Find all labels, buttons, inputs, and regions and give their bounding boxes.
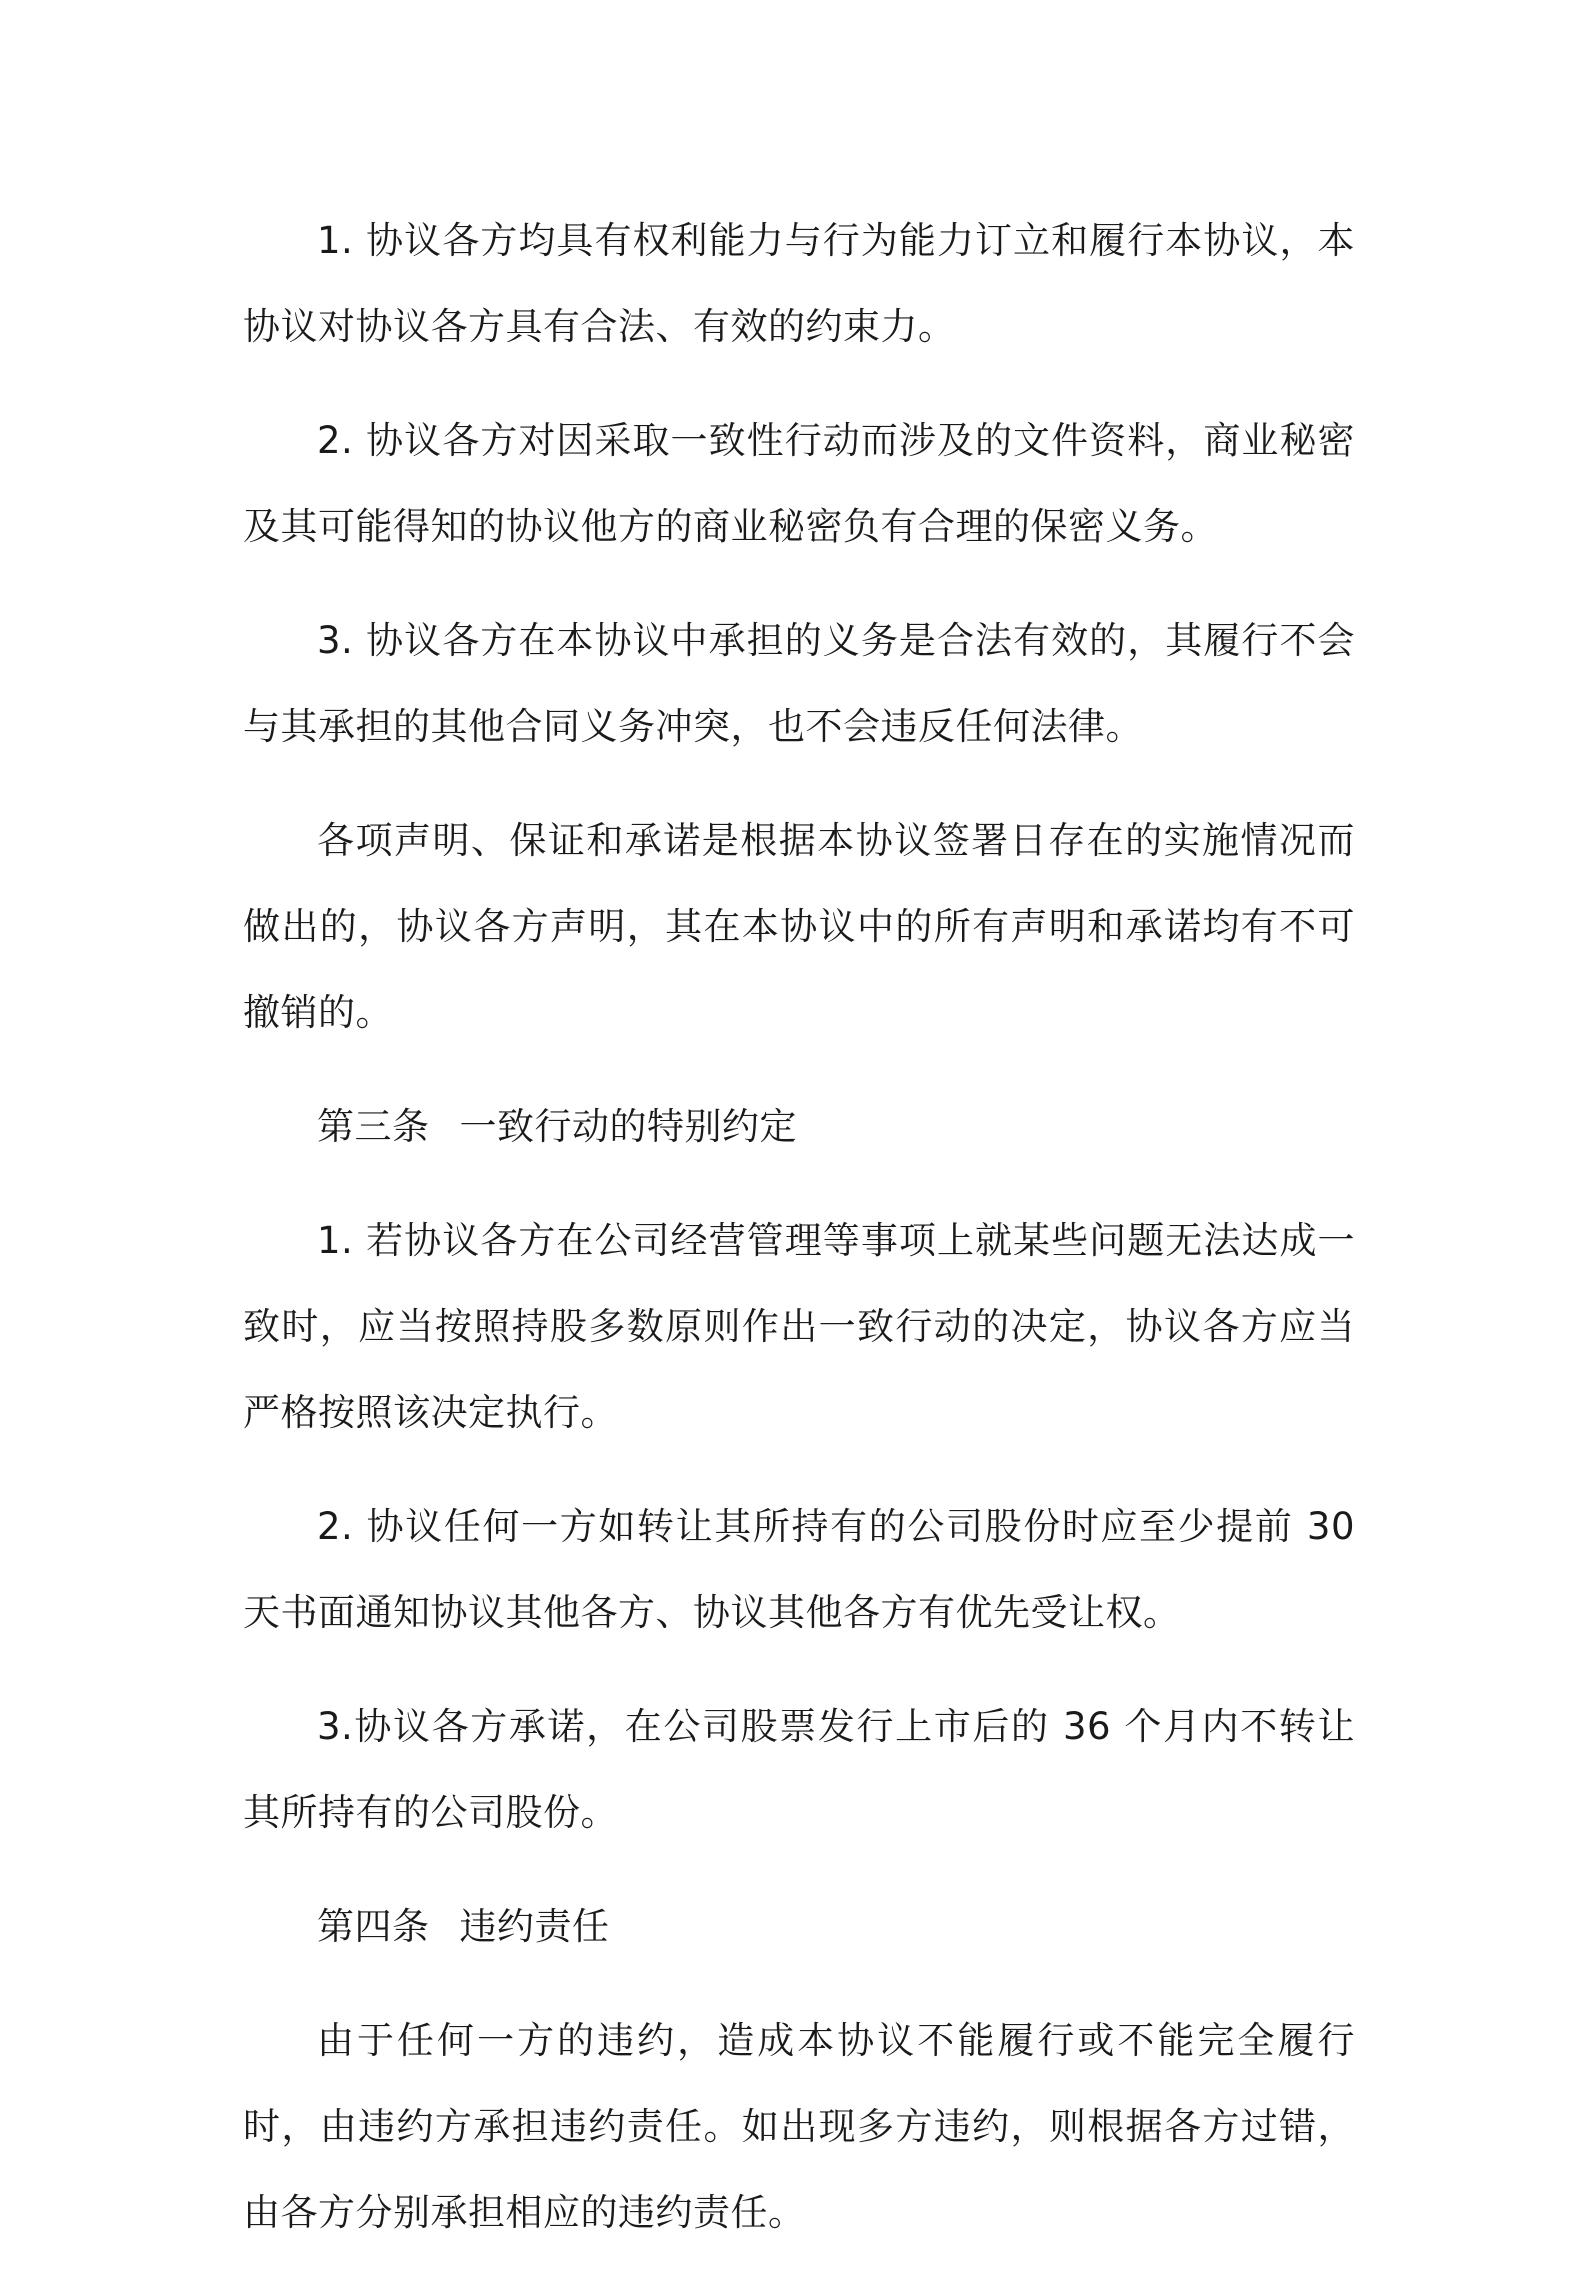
paragraph-warranty-1: 1. 协议各方均具有权利能力与行为能力订立和履行本协议，本协议对协议各方具有合法、有效的约束力。 [243, 219, 1355, 348]
article-3-heading [243, 1084, 1355, 1170]
article-3-number: 第三条 [317, 1105, 430, 1148]
article-4-clause-1: 由于任何一方的违约，造成本协议不能履行或不能完全履行时，由违约方承担违约责任。如出现多方违约，则根据各方过错，由各方分别承担相应的违约责任。 [243, 2019, 1355, 2234]
article-4-title: 违约责任 [459, 1905, 610, 1948]
document-body [243, 198, 1355, 2284]
paragraph-warranty-3: 3. 协议各方在本协议中承担的义务是合法有效的，其履行不会与其承担的其他合同义务冲突，也不会违反任何法律。 [243, 619, 1355, 748]
article-3-clause-2: 2. 协议任何一方如转让其所持有的公司股份时应至少提前 30 天书面通知协议其他各方、协议其他各方有优先受让权。 [243, 1505, 1355, 1634]
paragraph-declaration: 各项声明、保证和承诺是根据本协议签署日存在的实施情况而做出的，协议各方声明，其在本协议中的所有声明和承诺均有不可撤销的。 [243, 819, 1355, 1034]
article-3-title: 一致行动的特别约定 [459, 1105, 797, 1148]
article-3-clause-3: 3.协议各方承诺，在公司股票发行上市后的 36 个月内不转让其所持有的公司股份。 [243, 1705, 1355, 1834]
paragraph-warranty-2: 2. 协议各方对因采取一致性行动而涉及的文件资料，商业秘密及其可能得知的协议他方的商业秘密负有合理的保密义务。 [243, 419, 1355, 548]
article-4-number: 第四条 [317, 1905, 430, 1948]
article-3-clause-1: 1. 若协议各方在公司经营管理等事项上就某些问题无法达成一致时，应当按照持股多数原则作出一致行动的决定，协议各方应当严格按照该决定执行。 [243, 1219, 1355, 1434]
article-4-heading [243, 1884, 1355, 1970]
